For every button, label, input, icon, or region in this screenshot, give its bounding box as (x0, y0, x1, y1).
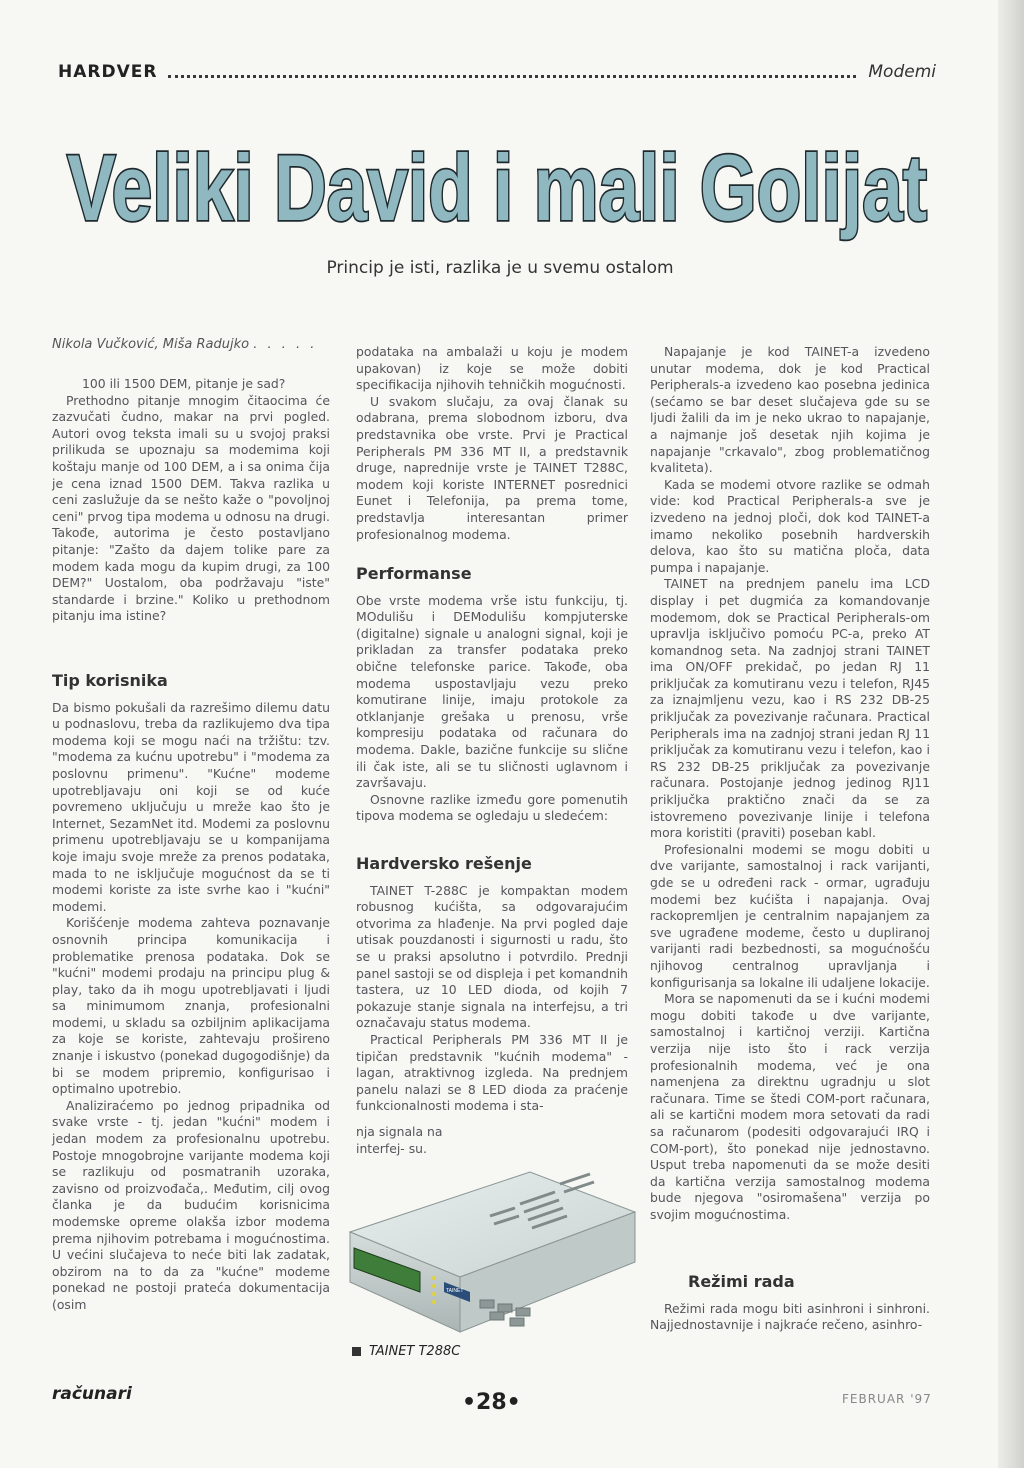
paragraph: TAINET na prednjem panelu ima LCD display i pet dugmića za komandovanje modemom, dok se Practical Peripherals-om upravlja isključivo pomoću PC-a, preko AT komandnog seta. Na zadnjoj strani TAINET ima ON/OFF prekidač, po jedan RJ 11 priključak za komutiranu vezu i telefon, RJ45 za iznajmljenu vezu, kao i RS 232 DB-25 priključak za povezivanje računara. Practical Peripherals ima na zadnjoj strani jedan RJ 11 priključak za komutiranu vezu i telefon, kao i RS 232 DB-25 priključak za povezivanje računara. Postojanje jednog jedinog RJ11 priključka praktično znači da se za istovremeno povezivanje linije i telefona mora koristiti (praviti) poseban kabl. (650, 576, 930, 841)
paragraph: Napajanje je kod TAINET-a izvedeno unutar modema, dok je kod Practical Peripherals-a izvedeno kao posebna jedinica (sećamo se bar deset slučajeva gde su se ljudi žalili da im je neko ukrao to napajanje, a najmanje još desetak njih kojima je napajanje "crkavalo", zbog problematičnog kvaliteta). (650, 344, 930, 476)
author-names: Nikola Vučković, Miša Radujko (52, 337, 250, 352)
title-text: Veliki David i mali Golijat (67, 135, 927, 240)
article-subtitle: Princip je isti, razlika je u svemu ostalom (326, 258, 674, 278)
article-title (55, 128, 940, 246)
paragraph: Da bismo pokušali da razrešimo dilemu datu u podnaslovu, treba da razlikujemo dva tipa modema koji se mogu naći na tržištu: tzv. "modema za kućnu upotrebu" i "modema za poslovnu primenu". "Kućne" modeme upotrebljavaju oni koji se od kuće povremeno uključuju u mreže kao što je Internet, SezamNet itd. Modemi za poslovnu primenu upotrebljavaju se u kompanijama koje imaju svoje mreže za prenos podataka, mada to ne isključuje mogućnost da se ti modemi koriste za iste svrhe kao i "kućni" modemi. (52, 699, 330, 914)
intro-question: 100 ili 1500 DEM, pitanje je sad? (82, 376, 286, 391)
page-header (58, 62, 936, 86)
wrapped-text: nja signala na interfej- su. (356, 1124, 443, 1156)
modem-photo (340, 1132, 640, 1340)
author-dots: . . . . . (253, 337, 318, 352)
paragraph: TAINET T-288C je kompaktan modem robusnog kućišta, sa odgovarajućim otvorima za hlađenje. Na prvi pogled daje utisak pouzdanosti i sigurnosti u radu, što se u praksi apsolutno i potvrdilo. Prednji panel sastoji se od displeja i pet komandnih tastera, uz 10 LED dioda, od kojih 7 pokazuje stanje signala na interfejsu, a tri označavaju status modema. (356, 882, 628, 1031)
paragraph: Obe vrste modema vrše istu funkciju, tj. MOdulišu i DEModulišu kompjuterske (digitalne) signale u analogni signal, koji je prikladan za transfer podataka preko običnе telefonske parice. Takođe, oba modema uspostavljaju vezu preko komutirane linije, imaju protokole za otklanjanje grešaka u prenosu, vrše kompresiju podataka od računara do modema. Dakle, bazične funkcije su slične ili čak iste, ali se tu sličnosti uglavnom i završavaju. (356, 592, 628, 791)
heading-tip-korisnika: Tip korisnika (52, 671, 168, 690)
paragraph: U svakom slučaju, za ovaj članak su odabrana, prema slobodnom izboru, dva predstavnika obe vrste. Prvi je Practical Peripherals PM 336 MT II, a predstavnik druge, naprednije vrste je TAINET T288C, modem koji koriste INTERNET posrednici Eunet i Telefonija, pa prema tome, predstavlja interesantan primer profesionalnog modema. (356, 393, 628, 542)
page-edge-shadow (998, 0, 1024, 1468)
column-3-rezimi (650, 1274, 930, 1334)
caption-text: TAINET T288C (369, 1344, 461, 1359)
column-2-performanse (356, 566, 628, 825)
paragraph: Korišćenje modema zahteva poznavanje osnovnih principa komunikacija i problematike prenosa podataka. Dok se "kućni" modemi prodaju na principu plug & play, tako da ih mogu upotrebljavati i ljudi sa minimumom znanja, profesionalni modemi, u skladu sa ozbiljnim aplikacijama za koje se koriste, zahtevaju prošireno znanje i iskustvo (ponekad dugogodišnje) da bi se modem pripremio, konfigurisao i optimalno upotrebio. (52, 915, 330, 1097)
author-line (52, 337, 330, 352)
caption-bullet-icon (352, 1347, 361, 1356)
figure-caption (352, 1344, 460, 1359)
column-2-top (356, 344, 628, 543)
heading-rezimi-rada: Režimi rada (688, 1272, 795, 1291)
intro-paragraph: Prethodno pitanje mnogim čitaocima će zazvučati čudno, makar na prvi pogled. Autori ovog teksta imali su u svojoj praksi prilikuda se upoznaju sa modemima koji koštaju manje od 100 DEM, a i sa onima čija je cena iznad 1500 DEM. Takva razlika u ceni zaslužuje da se nešto kaže o "povoljnoj ceni" prvog tipa modema u odnosu na drugi. Takođe, autorima je često postavljano pitanje: "Zašto da dajem tolike pare za modem kada mogu da kupim drugi, za 100 DEM?" Uostalom, oba podržavaju "iste" standarde i brzine." Koliko u prethodnom pitanju ima istine? (52, 392, 330, 624)
header-dotted-rule (168, 75, 856, 78)
front-label-text: TAINET (446, 1288, 464, 1294)
footer-date: FEBRUAR '97 (842, 1392, 932, 1406)
paragraph: Analiziraćemo po jednog pripadnika od svake vrste - tj. jedan "kućni" modem i jedan modem za profesionalnu upotrebu. Postoje mnogobrojne varijante modema koji se razlikuju od posmatranih uzoraka, zavisno od proizvođača,. Međutim, cilj ovog članka je da budućim korisnicima modemske opreme olakša izbor modema prema njihovim potrebama i mogućnostima. U većini slučajeva to neće biti lak zadatak, obzirom na to da za "kućne" modeme ponekad ne postoji prateća dokumentacija (osim (52, 1097, 330, 1312)
paragraph: podataka na ambalaži u koju je modem upakovan) iz koje se može dobiti specifikacija njihovih tehničkih mogućnosti. (356, 344, 628, 393)
heading-hardversko-resenje: Hardversko rešenje (356, 854, 532, 873)
column-1-section (52, 673, 330, 1314)
footer-magazine: računari (52, 1384, 132, 1404)
topic-label: Modemi (868, 62, 936, 82)
paragraph: Osnovne razlike između gore pomenutih tipova modema se ogledaju u sledećem: (356, 791, 628, 824)
paragraph: Profesionalni modemi se mogu dobiti u dve varijante, samostalnoj i rack varijanti, gde se u određeni rack - ormar, ugrađuju modemi bez kućišta i napajanja. Ovaj rackopremljen je centralnim napajanjem za sve ugrađene modeme, često u dupliranoj varijanti radi bezbednosti, sa mogućnošću njihovog centralnog upravljanja i konfigurisanja sa lokalne ili udaljene lokacije. (650, 841, 930, 990)
heading-performanse: Performanse (356, 564, 472, 583)
section-label: HARDVER (58, 62, 158, 82)
paragraph: Kada se modemi otvore razlike se odmah vide: kod Practical Peripherals-a sve je izvedeno na jednoj ploči, dok kod TAINET-a imamo nekoliko posebnih hardverskih delova, kao što su matična ploča, data pumpa i napajanje. (650, 476, 930, 575)
column-1-intro (52, 376, 330, 625)
column-2-hardver (356, 856, 628, 1115)
paragraph: Practical Peripherals PM 336 MT II je tipičan predstavnik "kućnih modema" - lagan, atraktivnog izgleda. Na prednjem panelu nalazi se 8 LED dioda za praćenje funkcionalnosti modema i sta- (356, 1031, 628, 1114)
paragraph: Mora se napomenuti da se i kućni modemi mogu dobiti takođe u dve varijante, samostalnoj i kartičnoj verziji. Kartična verzija nije isto što i rack verzija profesionalnih modema, već je ona namenjena za direktnu ugradnju u slot računara. Time se štedi COM-port računara, ali se kartični modem mora setovati da radi sa računarom (podesiti odgovarajući IRQ i COM-port), što ponekad nije jednostavno. Usput treba napomenuti da se može desiti da kartična verzija samostalnog modema bude njegova "osiromašena" verzija po svojim mogućnostima. (650, 991, 930, 1222)
paragraph: Režimi rada mogu biti asinhroni i sinhroni. Najjednostavnije i najkraće rečeno, asinhro- (650, 1300, 930, 1333)
footer-page-number: •28• (462, 1390, 521, 1415)
column-3-top (650, 344, 930, 1223)
